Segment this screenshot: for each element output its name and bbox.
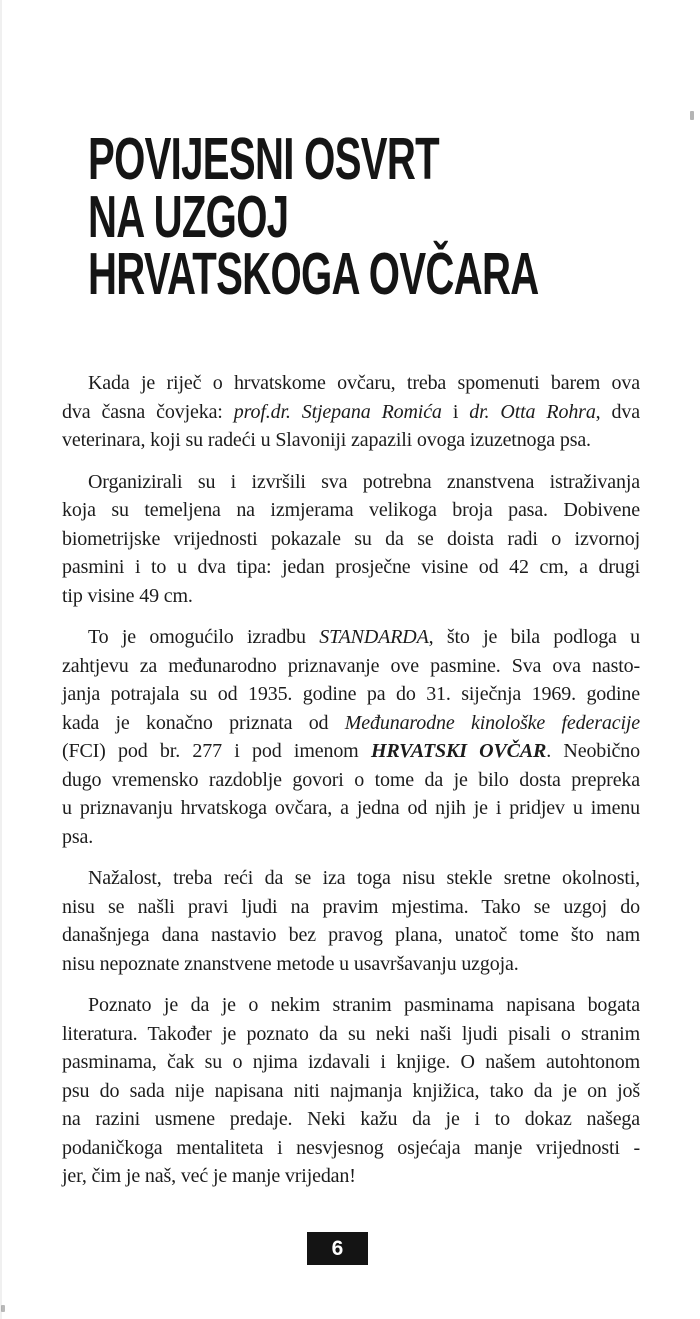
text-line xyxy=(62,1162,640,1191)
text-line xyxy=(62,525,640,554)
text-line xyxy=(62,766,640,795)
emphasized-text: STANDARDA xyxy=(319,626,429,648)
text-line xyxy=(62,794,640,823)
text-segment: pasminama, čak su o njima izdavali i knjige. O našem autohtonom xyxy=(62,1051,640,1073)
text-segment: Kada je riječ o hrvatskome ovčaru, treba spomenuti barem ova xyxy=(88,372,640,394)
emphasized-text: prof.dr. Stjepana Romića xyxy=(233,400,442,423)
text-body xyxy=(62,369,640,1204)
text-line xyxy=(62,1077,640,1106)
title-line-3: HRVATSKOGA OVČARA xyxy=(88,241,539,307)
text-segment: dva časna čovjeka: xyxy=(62,400,234,423)
text-segment: , što je bila podloga u xyxy=(428,626,641,648)
text-segment: . Neobično xyxy=(546,740,640,762)
text-line xyxy=(62,468,640,497)
text-segment: nisu nepoznate znanstvene metode u usavršavanju uzgoja. xyxy=(62,952,519,975)
paragraph xyxy=(62,369,640,455)
page-title xyxy=(88,126,700,307)
text-segment: koja su temeljena na izmjerama velikoga broja pasa. Dobivene xyxy=(62,499,640,521)
text-segment: (FCI) pod br. 277 i pod imenom xyxy=(62,740,371,762)
text-line xyxy=(62,398,640,427)
text-segment: tip visine 49 cm. xyxy=(62,584,193,607)
text-line xyxy=(62,623,640,652)
text-segment: janja potrajala su od 1935. godine pa do 31. siječnja 1969. godine xyxy=(62,683,640,705)
page-number: 6 xyxy=(331,1237,344,1260)
text-line xyxy=(62,582,640,611)
text-segment: psu do sada nije napisana niti najmanja knjižica, tako da je on još xyxy=(62,1079,640,1102)
text-segment: literatura. Također je poznato da su neki naši ljudi pisali o stranim xyxy=(62,1022,640,1045)
text-segment: podaničkoga mentaliteta i nesvjesnog osjećaja manje vrijednosti - xyxy=(62,1136,640,1159)
paragraph xyxy=(62,468,640,611)
title-line-2: NA UZGOJ xyxy=(88,183,289,250)
text-line xyxy=(62,991,640,1020)
text-segment: , dva xyxy=(595,400,640,423)
text-segment: biometrijske vrijednosti pokazale su da se doista radi o izvornoj xyxy=(62,527,640,550)
text-line xyxy=(62,1105,640,1134)
emphasized-text: dr. Otta Rohra xyxy=(469,400,596,423)
text-segment: dugo vremensko razdoblje govori o tome da je bilo dosta prepreka xyxy=(62,768,640,791)
scan-speck-top-right xyxy=(690,111,694,120)
scan-speck-bottom-left xyxy=(1,1305,5,1312)
text-segment: veterinara, koji su radeći u Slavoniji zapazili ovoga izuzetnoga psa. xyxy=(62,429,591,451)
paragraph xyxy=(62,623,640,851)
text-line xyxy=(62,496,640,525)
text-segment: Nažalost, treba reći da se iza toga nisu stekle sretne okolnosti, xyxy=(88,867,640,889)
paragraph xyxy=(62,991,640,1191)
text-line xyxy=(62,950,640,979)
text-line xyxy=(62,369,640,398)
text-segment: i xyxy=(441,400,470,423)
text-line xyxy=(62,823,640,852)
text-segment: nisu se našli pravi ljudi na pravim mjestima. Tako se uzgoj do xyxy=(62,895,640,918)
paragraph xyxy=(62,864,640,978)
text-segment: u priznavanju hrvatskoga ovčara, a jedna od njih je i pridjev u imenu xyxy=(62,797,640,819)
text-line xyxy=(62,893,640,922)
text-segment: Poznato je da je o nekim stranim pasminama napisana bogata xyxy=(88,994,640,1016)
text-segment: psa. xyxy=(62,825,94,848)
text-segment: na razini usmene predaje. Neki kažu da je i to dokaz našega xyxy=(62,1108,640,1130)
text-segment: kada je konačno priznata od xyxy=(62,711,345,734)
text-line xyxy=(62,737,640,766)
text-segment: Organizirali su i izvršili sva potrebna znanstvena istraživanja xyxy=(88,470,640,493)
text-line xyxy=(62,426,640,455)
text-line xyxy=(62,680,640,709)
text-line xyxy=(62,1134,640,1163)
text-segment: pasmini i to u dva tipa: jedan prosječne visine od 42 cm, a drugi xyxy=(62,556,640,578)
emphasized-text: Međunarodne kinološke federacije xyxy=(344,711,640,734)
text-line xyxy=(62,1048,640,1077)
page-number-box xyxy=(307,1232,368,1265)
text-line xyxy=(62,709,640,738)
text-segment: današnjega dana nastavio bez pravog plana, unatoč tome što nam xyxy=(62,924,640,946)
text-segment: To je omogućilo izradbu xyxy=(88,626,320,648)
title-line-1: POVIJESNI OSVRT xyxy=(88,126,439,192)
text-segment: jer, čim je naš, već je manje vrijedan! xyxy=(62,1165,356,1187)
text-line xyxy=(62,921,640,950)
text-line xyxy=(62,864,640,893)
emphasized-text: HRVATSKI OVČAR xyxy=(370,740,547,762)
text-segment: zahtjevu za međunarodno priznavanje ove pasmine. Sva ova nasto- xyxy=(62,654,640,677)
text-line xyxy=(62,1020,640,1049)
scan-edge-artifact xyxy=(0,0,2,1319)
text-line xyxy=(62,553,640,582)
text-line xyxy=(62,652,640,681)
